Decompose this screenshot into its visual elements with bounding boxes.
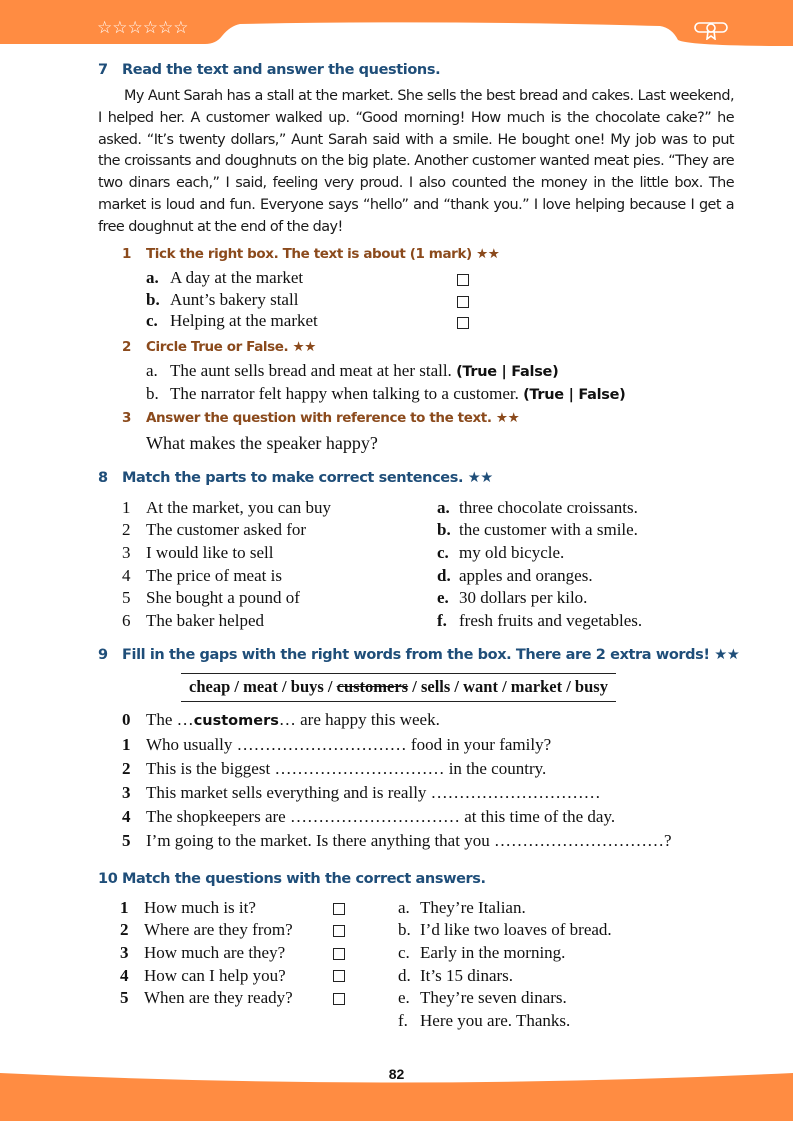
question-number: 1 [122,246,131,262]
item-text: It’s 15 dinars. [420,966,514,985]
item-text: The customer asked for [146,520,307,539]
question-1-heading [122,246,500,262]
page-number: 82 [388,1066,405,1082]
match-right-item [437,498,638,518]
certificate-scroll-icon [693,20,729,40]
exercise-10-heading [98,871,486,887]
item-number: 3 [120,943,129,962]
question-title: Answer the question with reference to the text. ★★ [146,410,520,426]
item-text: The price of meat is [146,566,282,585]
question-number: 2 [122,339,131,355]
item-text: The aunt sells bread and meat at her stall. [170,361,452,380]
question-item [120,898,256,918]
item-label: a. [437,498,450,517]
item-text: Early in the morning. [420,943,566,962]
answer-item [398,966,513,986]
item-number: 4 [120,966,129,985]
item-number: 1 [120,898,129,917]
item-text: I’d like two loaves of bread. [420,920,612,939]
item-label: e. [398,988,410,1007]
item-label: b. [146,384,159,403]
exercise-title: Fill in the gaps with the right words from the box. There are 2 extra words! ★★ [122,647,740,663]
gap-example [122,710,440,730]
item-label: a. [398,898,410,917]
item-number: 2 [122,759,131,778]
answer-item [398,1011,570,1031]
match-left-item [122,520,306,540]
match-right-item [437,566,593,586]
answer-item [398,988,567,1008]
question-title: Tick the right box. The text is about (1 mark) ★★ [146,246,500,262]
question-number: 3 [122,410,131,426]
answer-box[interactable] [333,948,345,960]
gap-item[interactable] [122,735,551,755]
option-label: a. [146,268,159,287]
item-label: b. [437,520,451,539]
item-text[interactable]: Who usually ………………………… food in your family? [146,735,552,754]
item-label: d. [437,566,451,585]
true-false-choice[interactable]: (True | False) [456,364,559,380]
item-text[interactable]: I’m going to the market. Is there anything that you …………………………? [146,831,672,850]
match-left-item [122,588,300,608]
item-number: 5 [122,831,131,850]
tick-box-b[interactable] [457,296,469,308]
item-text: the customer with a smile. [459,520,638,539]
item-text: The … [146,710,194,729]
gap-item[interactable] [122,807,615,827]
item-text: When are they ready? [144,988,293,1007]
item-label: b. [398,920,411,939]
difficulty-stars-icon: ☆☆☆☆☆☆ [97,18,189,38]
option-label: c. [146,311,158,330]
question-item [120,943,285,963]
gap-item[interactable] [122,759,546,779]
item-label: f. [437,611,447,630]
item-text: At the market, you can buy [146,498,332,517]
answer-box[interactable] [333,925,345,937]
gap-item[interactable] [122,831,672,851]
match-left-item [122,566,282,586]
item-text: The baker helped [146,611,264,630]
gap-item[interactable] [122,783,601,803]
exercise-title: Match the questions with the correct answers. [122,871,486,887]
answer-item [398,943,565,963]
item-label: c. [398,943,410,962]
question-3-heading [122,410,519,426]
option-b [146,290,298,310]
exercise-number: 10 [98,871,118,887]
item-label: a. [146,361,158,380]
answer-item [398,898,526,918]
exercise-7-heading [98,62,440,78]
answer-box[interactable] [333,903,345,915]
option-text: Helping at the market [170,311,318,330]
answer-box[interactable] [333,993,345,1005]
option-text: Aunt’s bakery stall [170,290,299,309]
item-text: The narrator felt happy when talking to a customer. [170,384,519,403]
match-right-item [437,588,587,608]
word-list: / sells / want / market / busy [408,677,608,696]
item-number: 4 [122,566,131,585]
match-right-item [437,543,564,563]
exercise-number: 9 [98,647,108,663]
exercise-number: 8 [98,470,108,486]
exercise-title: Read the text and answer the questions. [122,62,441,78]
word-box [181,673,616,702]
exercise-8-heading [98,470,493,486]
question-title: Circle True or False. ★★ [146,339,316,355]
item-text: How much are they? [144,943,286,962]
option-c [146,311,318,331]
item-text: How much is it? [144,898,256,917]
item-label: c. [437,543,449,562]
match-left-item [122,611,264,631]
tick-box-c[interactable] [457,317,469,329]
question-item [120,966,286,986]
word-list: cheap / meat / buys / [189,677,337,696]
true-false-item-a [146,361,558,381]
true-false-item-b [146,384,625,404]
exercise-number: 7 [98,62,108,78]
item-text: three chocolate croissants. [459,498,638,517]
match-right-item [437,520,638,540]
item-text: fresh fruits and vegetables. [459,611,643,630]
reading-passage [98,86,734,239]
item-number: 3 [122,543,131,562]
question-2-heading [122,339,316,355]
item-text: apples and oranges. [459,566,593,585]
used-word: customers [336,677,409,696]
item-number: 1 [122,498,131,517]
item-text: How can I help you? [144,966,286,985]
item-text[interactable]: The shopkeepers are ………………………… at this time of the day. [146,807,616,826]
option-a [146,268,303,288]
match-left-item [122,498,331,518]
item-number: 0 [122,710,131,729]
question-item [120,988,293,1008]
item-number: 6 [122,611,131,630]
item-text: I would like to sell [146,543,274,562]
item-label: e. [437,588,449,607]
answer-item [398,920,612,940]
item-text: Where are they from? [144,920,293,939]
item-number: 1 [122,735,131,754]
item-number: 5 [122,588,131,607]
exercise-title: Match the parts to make correct sentences. ★★ [122,470,493,486]
true-false-choice[interactable]: (True | False) [523,387,626,403]
item-number: 2 [120,920,129,939]
item-text: Here you are. Thanks. [420,1011,571,1030]
answer-box[interactable] [333,970,345,982]
option-text: A day at the market [170,268,304,287]
item-number: 2 [122,520,131,539]
item-text[interactable]: This is the biggest ………………………… in the country. [146,759,547,778]
item-text: my old bicycle. [459,543,565,562]
open-question: What makes the speaker happy? [146,433,378,453]
match-right-item [437,611,642,631]
item-text: She bought a pound of [146,588,300,607]
item-text: They’re seven dinars. [420,988,567,1007]
exercise-9-heading [98,647,739,663]
passage-text: My Aunt Sarah has a stall at the market. She sells the best bread and cakes. Last weekend, I helped her. A customer walked up. “Good morning! How much is the chocolate cake?” he asked. “It’s twenty dollars,” Aunt Sarah said with a smile. He bought one! My job was to put the croissants and doughnuts on the big plate. Another customer wanted meat pies. “They are two dinars each,” I said, feeling very proud. I also counted the money in the little box. The market is loud and fun. Everyone says “hello” and “thank you.” I love helping because I get a free doughnut at the end of the day! [98,88,734,235]
option-label: b. [146,290,160,309]
item-text[interactable]: This market sells everything and is really ………………………… [146,783,601,802]
tick-box-a[interactable] [457,274,469,286]
question-item [120,920,293,940]
match-left-item [122,543,273,563]
item-number: 3 [122,783,131,802]
item-label: f. [398,1011,408,1030]
item-number: 5 [120,988,129,1007]
item-text: 30 dollars per kilo. [459,588,588,607]
item-label: d. [398,966,411,985]
item-number: 4 [122,807,131,826]
example-answer: customers [193,713,279,729]
item-text: They’re Italian. [420,898,526,917]
item-text: … are happy this week. [278,710,440,729]
